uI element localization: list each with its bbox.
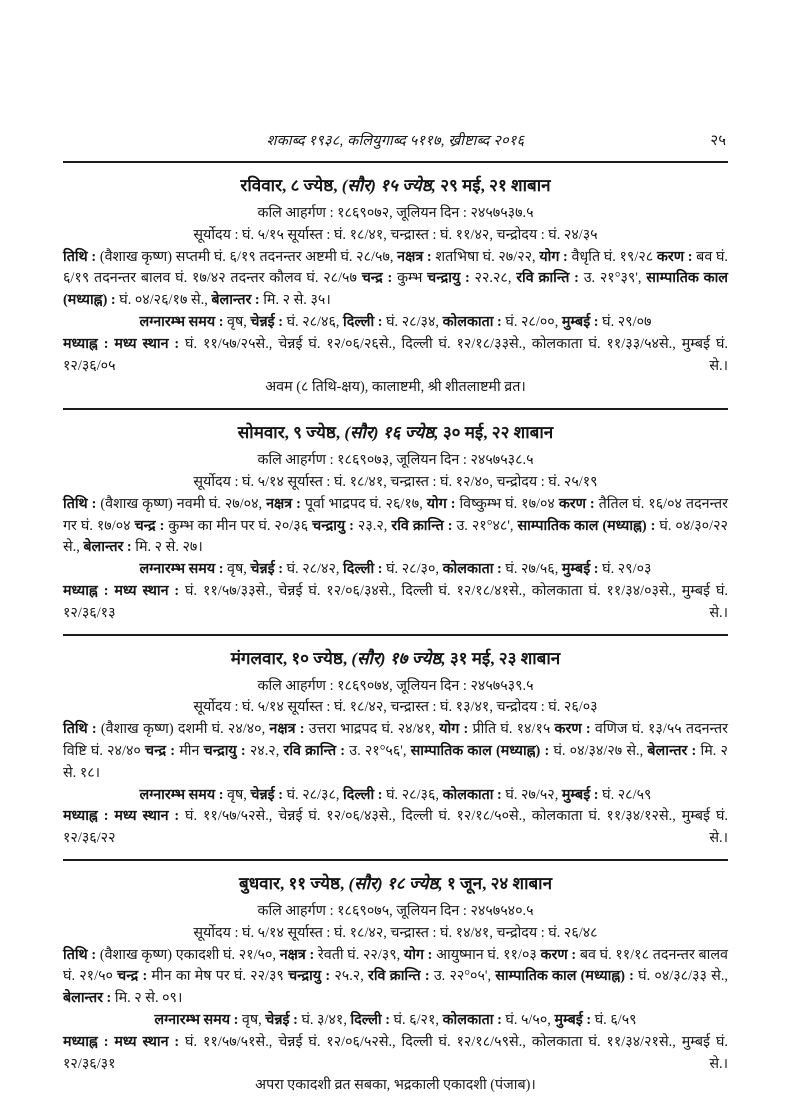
field-label: तिथि : [63,248,97,265]
field-label: योग : [439,721,469,738]
field-value: कुम्भ [392,270,428,287]
field-value: मि. २ से. ०९। [111,990,183,1007]
field-value: विष्कुम्भ घं. १७/०४ [455,495,559,512]
field-label: दिल्ली : [343,786,383,803]
field-label: मध्य स्थान : [114,1033,180,1050]
field-value: उ. २२°०५', [429,968,496,985]
field-value: बव घं. ११/१८ तदनन्तर बालव घं. २१/५० [63,946,728,985]
field-label: रवि क्रान्ति : [368,968,430,985]
field-value: बव घं. ६/१९ तदनन्तर बालव घं. १७/४२ तदन्तर कौलव घं. २८/५७ [63,248,729,287]
field-label: नक्षत्र : [279,946,315,963]
tithi-detail-paragraph [63,494,728,559]
field-value: मि. २ से. ३५। [259,292,331,309]
field-value: घं. २८/४६, [283,313,344,330]
field-value: उ. २१°४८', [452,517,518,534]
field-value: घं. ६/२१, [389,1011,443,1028]
field-value: वैधृति घं. १९/२८ [567,248,657,265]
day-title-rest: ३० मई, २२ शाबान [442,423,554,443]
field-value: घं. ३/४१, [297,1011,351,1028]
field-value: वृष, [223,313,251,330]
day-title [63,420,728,445]
field-value: वृष, [223,561,251,578]
madhyahna-line [63,334,728,378]
field-label: कोलकाता : [442,561,502,578]
field-label: मध्य स्थान : [114,808,180,825]
ahargana-line: कलि आहर्गण : १८६९०७३, जूलियन दिन : २४५७५३८.५ [257,452,534,469]
field-label: योग : [539,248,568,265]
festival-line: अवम (८ तिथि-क्षय), कालाष्टमी, श्री शीतलाष्टमी व्रत। [265,379,526,396]
field-label: नक्षत्र : [269,721,305,738]
day-title [63,871,728,896]
field-label: मध्याह्न : [63,808,109,825]
field-label: मध्याह्न : [63,1033,109,1050]
field-label: चन्द्र : [117,968,148,985]
field-value: २४.२, [245,742,284,759]
field-label: बेलान्तर : [647,742,697,759]
ahargana-line: कलि आहर्गण : १८६९०७५, जूलियन दिन : २४५७५४०.५ [257,902,534,919]
field-label: मध्य स्थान : [114,335,180,352]
field-value: घं. ०४/३८/३३ से., [633,968,728,985]
field-label: दिल्ली : [350,1011,390,1028]
field-value: घं. ११/५७/३३से., चेन्नई घं. १२/०६/३४से., दिल्ली घं. १२/१८/४१से., कोलकाता घं. ११/३४/०३से., मुम्बई घं. १२/३६/१३ से.। [63,582,728,621]
field-label: दिल्ली : [343,313,383,330]
day-section-sunday [63,163,728,408]
field-label: लग्नारम्भ समय : [139,786,224,803]
day-section-monday [63,410,728,633]
field-label: साम्पातिक काल (मध्याह्न) : [517,517,656,534]
field-label: चन्द्रायु : [203,742,246,759]
day-title-main: बुधवार, ११ ज्येष्ठ, [238,873,345,893]
field-label: बेलान्तर : [63,990,112,1007]
era-line: शकाब्द १९३८, कलियुगाब्द ५११७, ख्रीष्टाब्द २०१६ [266,133,525,149]
field-label: रवि क्रान्ति : [283,742,346,759]
field-value: मि. २ से. २७। [131,539,203,556]
field-label: योग : [426,495,456,512]
field-value: घं. ०४/३४/२७ से., [549,742,648,759]
field-label: करण : [656,248,693,265]
field-value: उ. २१°५६', [345,742,411,759]
field-label: चेन्नई : [265,1011,298,1028]
field-value: घं. २८/५९ [598,786,652,803]
field-label: चन्द्रायु : [312,517,354,534]
sun-moon-line: सूर्योदय : घं. ५/१५ सूर्यास्त : घं. १८/४१, चन्द्रास्त : घं. ११/४२, चन्द्रोदय : घं. २४/३५ [193,226,598,243]
field-value: घं. ११/५७/२५से., चेन्नई घं. १२/०६/२६से., दिल्ली घं. १२/१८/३३से., कोलकाता घं. ११/३३/५४से., मुम्बई घं. १२/३६/०५ से.। [63,335,728,374]
lagna-line [63,559,728,581]
field-value: (वैशाख कृष्ण) एकादशी घं. २१/५०, [96,946,280,963]
day-title-rest: १ जून, २४ शाबान [446,873,553,893]
field-value: (वैशाख कृष्ण) नवमी घं. २७/०४, [96,495,267,512]
day-title-main: रविवार, ८ ज्येष्ठ, [240,176,338,195]
field-label: साम्पातिक काल (मध्याह्न) : [410,742,550,759]
madhyahna-line [63,581,728,625]
page-number: २५ [710,133,726,149]
field-value: घं. २८/४२, [283,561,344,578]
field-label: मध्याह्न : [63,582,109,599]
field-label: चन्द्र : [145,742,176,759]
day-title-solar: (सौर) १५ ज्येष्ठ, [341,176,436,195]
field-label: करण : [540,946,577,963]
field-label: तिथि : [63,946,97,963]
field-value: घं. २८/३८, [283,786,344,803]
field-value: मि. २ से. १८। [63,742,728,781]
tithi-detail-paragraph [63,247,728,312]
day-section-tuesday [63,636,728,859]
field-label: कोलकाता : [442,1011,502,1028]
field-label: लग्नारम्भ समय : [139,561,224,578]
field-label: साम्पातिक काल (मध्याह्न) : [63,270,728,309]
field-label: चन्द्र : [134,517,165,534]
field-label: तिथि : [63,495,97,512]
field-value: घं. २९/०७ [598,313,652,330]
madhyahna-line [63,1032,728,1076]
day-title-rest: ३१ मई, २३ शाबान [449,648,561,668]
field-label: चेन्नई : [250,313,284,330]
field-value: मीन का मेष पर घं. २२/३९ [147,968,289,985]
sun-moon-line: सूर्योदय : घं. ५/१४ सूर्यास्त : घं. १८/४२, चन्द्रास्त : घं. १३/४१, चन्द्रोदय : घं. २६/०३ [193,699,598,716]
day-title-solar: (सौर) १६ ज्येष्ठ, [344,423,439,443]
field-label: बेलान्तर : [211,292,260,309]
field-label: नक्षत्र : [397,248,432,265]
field-label: चन्द्रायु : [427,270,470,287]
field-label: करण : [554,721,591,738]
tithi-detail-paragraph [63,945,728,1010]
day-title-main: मंगलवार, १० ज्येष्ठ, [230,648,348,668]
field-label: मुम्बई : [561,786,599,803]
tithi-detail-paragraph [63,719,728,784]
field-label: लग्नारम्भ समय : [154,1011,239,1028]
field-label: मुम्बई : [554,1011,592,1028]
sun-moon-line: सूर्योदय : घं. ५/१४ सूर्यास्त : घं. १८/४१, चन्द्रास्त : घं. १२/४०, चन्द्रोदय : घं. २५/१९ [193,473,598,490]
day-section-wednesday [63,861,728,1106]
ahargana-line: कलि आहर्गण : १८६९०७२, जूलियन दिन : २४५७५३७.५ [257,205,534,221]
field-label: साम्पातिक काल (मध्याह्न) : [495,968,634,985]
field-value: वृष, [238,1011,266,1028]
field-value: घं. २७/५२, [501,786,562,803]
field-value: तैतिल घं. १६/०४ तदनन्तर गर घं. १७/०४ [63,495,729,534]
field-value: घं. ११/५७/५१से., चेन्नई घं. १२/०६/५२से., दिल्ली घं. १२/१८/५९से., कोलकाता घं. ११/३४/२१से., मुम्बई घं. १२/३६/३१ से.। [63,1033,728,1072]
field-value: घं. ६/५९ [591,1011,637,1028]
day-title [63,173,728,198]
field-value: घं. २८/३४, [382,313,443,330]
field-value: आयुष्मान घं. ११/०३ [432,946,541,963]
field-label: बेलान्तर : [83,539,132,556]
field-value: मीन [175,742,204,759]
field-label: नक्षत्र : [266,495,301,512]
field-label: कोलकाता : [442,786,502,803]
field-value: शतभिषा घं. २७/२२, [431,248,540,265]
field-value: घं. २८/००, [501,313,562,330]
field-value: वृष, [223,786,251,803]
lagna-line [63,785,728,807]
field-label: चन्द्र : [361,270,393,287]
field-value: घं. २८/३०, [382,561,443,578]
madhyahna-line [63,806,728,850]
field-label: लग्नारम्भ समय : [139,313,224,330]
field-label: रवि क्रान्ति : [391,517,453,534]
page-header [63,130,728,152]
field-label: मध्याह्न : [63,335,109,352]
field-value: घं. ११/५७/५२से., चेन्नई घं. १२/०६/४३से., दिल्ली घं. १२/१८/५०से., कोलकाता घं. ११/३४/१२से., मुम्बई घं. १२/३६/२२ से.। [63,808,728,847]
lagna-line [63,1010,728,1032]
field-label: रवि क्रान्ति : [516,270,579,287]
field-value: घं. ०४/२६/१७ से., [115,292,212,309]
field-label: चेन्नई : [250,561,284,578]
field-value: घं. २८/३६, [382,786,443,803]
field-label: योग : [403,946,433,963]
day-title-main: सोमवार, ९ ज्येष्ठ, [237,423,341,443]
field-value: (वैशाख कृष्ण) दशमी घं. २४/४०, [96,721,270,738]
field-value: रेवती घं. २२/३९, [314,946,404,963]
field-label: दिल्ली : [343,561,383,578]
field-label: करण : [558,495,595,512]
sun-moon-line: सूर्योदय : घं. ५/१४ सूर्यास्त : घं. १८/४२, चन्द्रास्त : घं. १४/४१, चन्द्रोदय : घं. २६/४८ [193,924,598,941]
field-value: घं. २७/५६, [501,561,562,578]
field-value: कुम्भ का मीन पर घं. २०/३६ [164,517,313,534]
field-label: मुम्बई : [561,561,599,578]
field-value: घं. २९/०३ [598,561,652,578]
field-value: २३.२, [353,517,392,534]
field-label: मुम्बई : [561,313,599,330]
field-value: प्रीति घं. १४/१५ [468,721,555,738]
field-value: उत्तरा भाद्रपद घं. २४/४१, [304,721,440,738]
field-value: पूर्वा भाद्रपद घं. २६/१७, [300,495,427,512]
day-title-solar: (सौर) १७ ज्येष्ठ, [351,648,446,668]
field-value: उ. २१°३९', [578,270,647,287]
day-title-rest: २९ मई, २१ शाबान [440,176,551,195]
field-value: २५.२, [330,968,368,985]
field-value: (वैशाख कृष्ण) सप्तमी घं. ६/१९ तदनन्तर अष्टमी घं. २८/५७, [96,248,398,265]
day-title [63,646,728,671]
field-value: घं. ५/५०, [501,1011,555,1028]
field-value: घं. ०४/३०/२२ से., [63,517,728,556]
field-value: २२.२८, [469,270,517,287]
field-label: चेन्नई : [250,786,284,803]
field-label: तिथि : [63,721,97,738]
lagna-line [63,312,728,334]
field-value: वणिज घं. १३/५५ तदनन्तर विष्टि घं. २४/४० [63,721,728,759]
ahargana-line: कलि आहर्गण : १८६९०७४, जूलियन दिन : २४५७५३९.५ [257,677,534,694]
festival-line: अपरा एकादशी व्रत सबका, भद्रकाली एकादशी (पंजाब)। [255,1077,536,1094]
field-label: कोलकाता : [442,313,502,330]
field-label: मध्य स्थान : [114,582,180,599]
field-label: चन्द्रायु : [288,968,331,985]
day-title-solar: (सौर) १८ ज्येष्ठ, [348,873,443,893]
